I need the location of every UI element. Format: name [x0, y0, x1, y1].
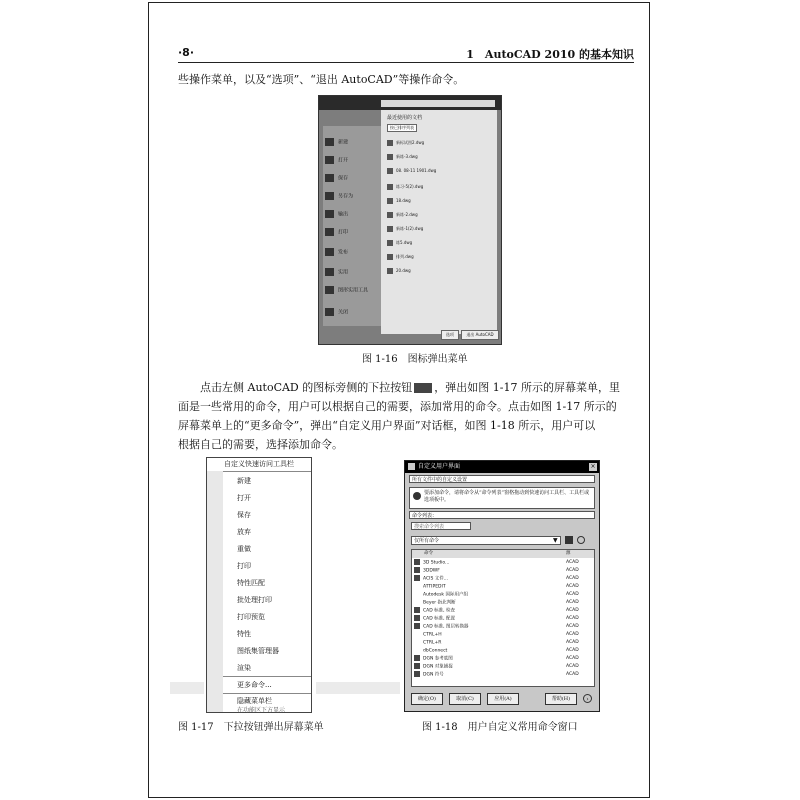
recent-file[interactable]: 排列.dwg [387, 254, 414, 260]
saveas-icon [325, 192, 334, 200]
menu-item-new[interactable]: 新建 [237, 477, 251, 485]
menu-item-print[interactable]: 打印 [325, 228, 377, 238]
dwg-file-icon [387, 226, 393, 232]
dwg-file-icon [387, 168, 393, 174]
utilities-icon [325, 268, 334, 276]
recent-file[interactable]: 新练-1(2).dwg [387, 226, 423, 232]
command-list [411, 549, 595, 687]
menu-item-hide-menubar[interactable]: 隐藏菜单栏 [237, 697, 272, 705]
dwg-file-icon [387, 254, 393, 260]
help-button[interactable]: 帮助(H) [545, 693, 577, 705]
menu-search-input[interactable] [381, 100, 495, 107]
close-icon [325, 308, 334, 316]
menu-item-redo[interactable]: 重做 [237, 545, 251, 553]
list-item[interactable]: CAD 标准, 图层转换器 ACAD [412, 623, 594, 631]
bleed-through [170, 682, 204, 694]
dropdown-button-icon [414, 383, 432, 393]
dwg-file-icon [387, 154, 393, 160]
apply-button[interactable]: 应用(A) [487, 693, 519, 705]
figure-1-16-app-menu [318, 95, 502, 345]
menu-item-print[interactable]: 打印 [237, 562, 251, 570]
recent-file[interactable]: 新标试图2.dwg [387, 140, 424, 146]
list-item[interactable]: dbConnect ACAD [423, 648, 579, 654]
list-item[interactable]: DGN 对象捕捉 ACAD [412, 663, 594, 671]
menu-item-saveas[interactable]: 另存为 [325, 192, 377, 202]
options-button[interactable]: 选项 [441, 330, 459, 340]
menu-item-new[interactable]: 新建 [325, 138, 377, 148]
paragraph-2-line-1: 点击左侧 AutoCAD 的图标旁侧的下拉按钮 ，弹出如图 1-17 所示的屏幕菜单，里 [200, 381, 620, 394]
ok-button[interactable]: 确定(O) [411, 693, 443, 705]
menu-topbar [319, 96, 501, 110]
dwg-file-icon [387, 184, 393, 190]
menu-item-render[interactable]: 渲染 [237, 664, 251, 672]
list-item[interactable]: CAD 标准, 配置 ACAD [412, 615, 594, 623]
list-item[interactable]: DGN 符号 ACAD [412, 671, 594, 679]
recent-file[interactable]: 练5.dwg [387, 240, 412, 246]
page-number: ·8· [178, 46, 195, 59]
export-icon [325, 210, 334, 218]
command-search-input[interactable]: 搜索命令列表 [411, 522, 471, 530]
check-icon [414, 607, 420, 613]
close-icon[interactable]: × [590, 463, 596, 470]
list-item[interactable]: CTRL+H ACAD [423, 632, 579, 638]
list-item[interactable]: ACIS 文件... ACAD [412, 575, 594, 583]
command-icon [414, 615, 420, 621]
command-icon [414, 671, 420, 677]
paragraph-2-line-3: 屏幕菜单上的“更多命令”，弹出“自定义用户界面”对话框，如图 1-18 所示，用户可以 [178, 419, 596, 432]
recent-file[interactable]: 08. 08-11 1901.dwg [387, 168, 436, 174]
list-item[interactable]: Autodesk 国际用户组 ACAD [423, 592, 579, 598]
new-icon [325, 138, 334, 146]
paragraph-2-line-4: 根据自己的需要，选择添加命令。 [178, 438, 343, 451]
menu-item-save[interactable]: 保存 [237, 511, 251, 519]
menu-item-more-commands[interactable]: 更多命令... [237, 681, 272, 689]
figure-1-17-quick-access-menu [206, 457, 312, 713]
exit-autocad-button[interactable]: 退出 AutoCAD [461, 330, 499, 340]
command-icon [414, 575, 420, 581]
menu-item-batch-plot[interactable]: 批处理打印 [237, 596, 272, 604]
command-filter-select[interactable]: 仅所有命令 [411, 536, 561, 545]
publish-icon [325, 248, 334, 256]
cancel-button[interactable]: 取消(C) [449, 693, 481, 705]
list-item[interactable]: CTRL+R ACAD [423, 640, 579, 646]
menu-item-undo[interactable]: 放弃 [237, 528, 251, 536]
menu-item-show-below-ribbon[interactable]: 在功能区下方显示 [237, 707, 286, 714]
menu-item-properties[interactable]: 特性 [237, 630, 251, 638]
list-item[interactable]: CAD 标准, 检查 ACAD [412, 607, 594, 615]
new-command-icon[interactable] [565, 536, 573, 544]
recent-docs-label: 最近使用的文档 [387, 115, 423, 121]
chapter-title: 1 AutoCAD 2010 的基本知识 [466, 48, 634, 61]
command-icon [414, 655, 420, 661]
info-text: 要添加命令，请将命令从“命令列表”窗格拖动到快速访问工具栏、工具栏或选项板中。 [424, 490, 590, 503]
dwg-file-icon [387, 212, 393, 218]
drawing-utilities-icon [325, 286, 334, 294]
figure-1-17-caption: 图 1-17 下拉按钮弹出屏幕菜单 [178, 722, 324, 733]
menu-item-match-properties[interactable]: 特性匹配 [237, 579, 265, 587]
app-icon [408, 463, 415, 470]
expand-icon[interactable]: › [583, 694, 592, 703]
menu-item-open[interactable]: 打开 [325, 156, 377, 166]
chevron-down-icon[interactable]: ▼ [553, 537, 558, 544]
menu-item-utilities[interactable]: 实用 [325, 268, 377, 278]
dwg-file-icon [387, 198, 393, 204]
paragraph-1: 些操作菜单，以及“选项”、“退出 AutoCAD”等操作命令。 [178, 73, 465, 86]
menu-item-plot-preview[interactable]: 打印预览 [237, 613, 265, 621]
menu-check-column [207, 471, 223, 712]
figure-1-16-caption: 图 1-16 图标弹出菜单 [362, 354, 468, 365]
menu-item-close[interactable]: 关闭 [325, 308, 377, 318]
dwg-file-icon [387, 240, 393, 246]
info-panel [409, 487, 595, 509]
menu-item-export[interactable]: 输出 [325, 210, 377, 220]
menu-item-publish[interactable]: 发布 [325, 248, 377, 258]
list-item[interactable]: 3D Studio... ACAD [412, 559, 594, 567]
dialog-titlebar [405, 461, 599, 473]
open-icon [325, 156, 334, 164]
list-item[interactable]: DGN 参考底图 ACAD [412, 655, 594, 663]
command-list-header: 命令 源 [412, 550, 594, 558]
tab-customize-all-files[interactable]: 所有文件中的自定义设置 [409, 475, 595, 483]
command-icon [414, 559, 420, 565]
dialog-title: 自定义用户界面 [418, 463, 461, 470]
recent-file[interactable]: 练习-5(2).dwg [387, 184, 423, 190]
page-header [178, 46, 634, 62]
menu-item-open[interactable]: 打开 [237, 494, 251, 502]
info-icon [413, 492, 421, 500]
list-item[interactable]: 3DDWF ACAD [412, 567, 594, 575]
list-item[interactable]: ATTIPEDIT ACAD [423, 584, 579, 590]
print-icon [325, 228, 334, 236]
menu-item-sheet-set-manager[interactable]: 图纸集管理器 [237, 647, 279, 655]
menu-separator [223, 676, 311, 677]
dwg-file-icon [387, 268, 393, 274]
command-icon [414, 567, 420, 573]
command-icon [414, 623, 420, 629]
header-rule [178, 62, 634, 63]
figure-1-18-customize-ui-dialog [404, 460, 600, 712]
menu-item-save[interactable]: 保存 [325, 174, 377, 184]
find-icon[interactable] [577, 536, 585, 544]
list-item[interactable]: Beyer 指北判断 ACAD [423, 600, 579, 606]
recent-file[interactable]: 新练-3.dwg [387, 154, 418, 160]
menu-header: 自定义快速访问工具栏 [207, 458, 311, 472]
dwg-file-icon [387, 140, 393, 146]
command-icon [414, 663, 420, 669]
paragraph-2-line-2: 面是一些常用的命令，用户可以根据自己的需要，添加常用的命令。点击如图 1-17 所示的 [178, 400, 617, 413]
recent-file[interactable]: 20.dwg [387, 268, 411, 274]
recent-file[interactable]: 18.dwg [387, 198, 411, 204]
figure-1-18-caption: 图 1-18 用户自定义常用命令窗口 [422, 722, 578, 733]
bleed-through [316, 682, 400, 694]
menu-separator [223, 693, 311, 694]
save-icon [325, 174, 334, 182]
sort-dropdown[interactable]: 按已排序列表 [387, 124, 417, 132]
command-list-label: 命令列表： [409, 511, 595, 519]
recent-file[interactable]: 新练-2.dwg [387, 212, 418, 218]
menu-item-drawing-utilities[interactable]: 图形实用工具 [325, 286, 377, 296]
